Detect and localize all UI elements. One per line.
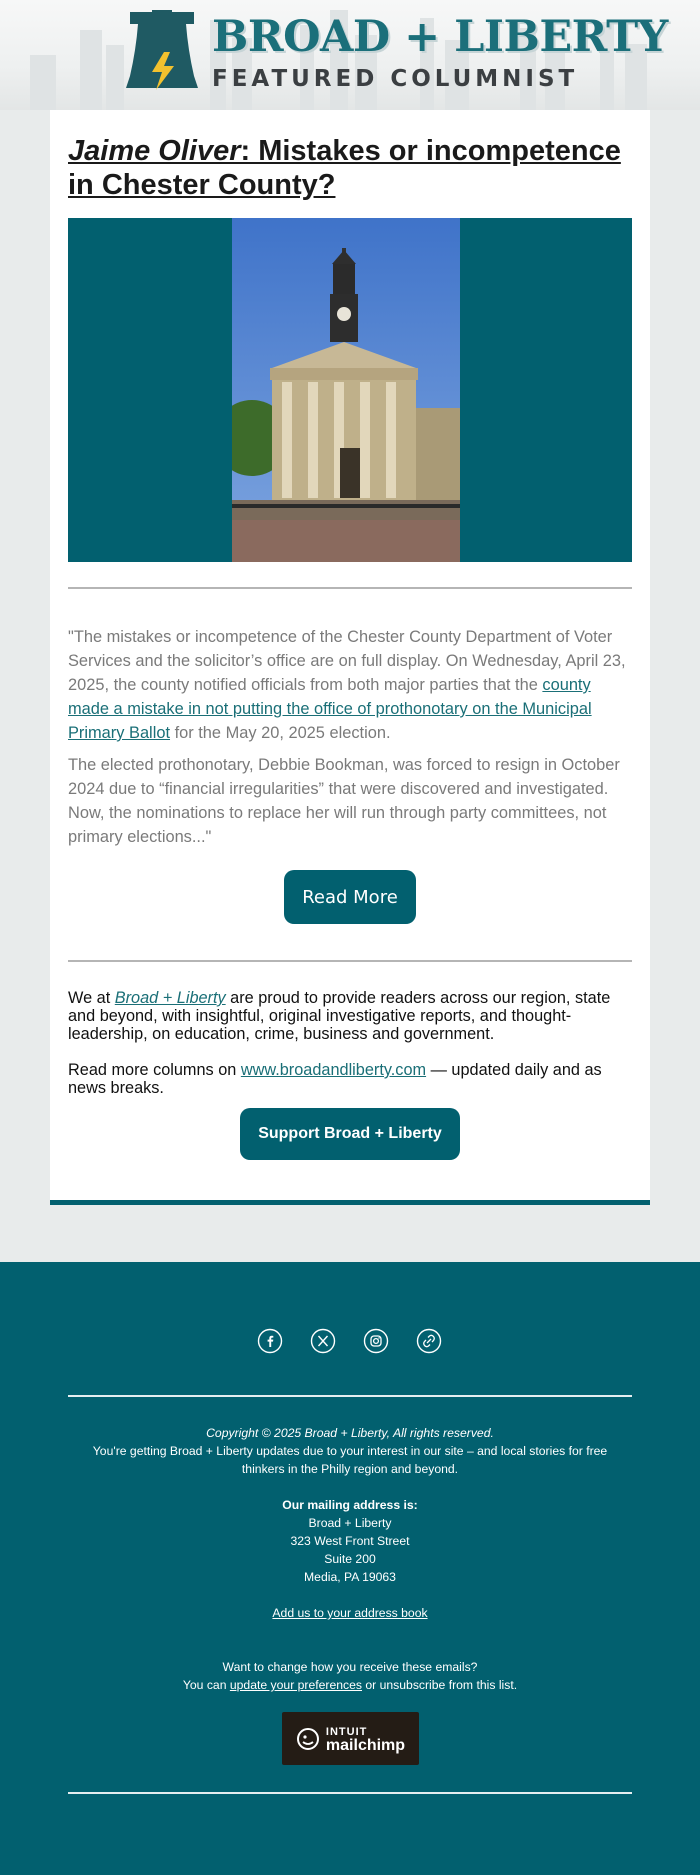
content-card bbox=[50, 110, 650, 1205]
add-address-book-link[interactable]: Add us to your address book bbox=[272, 1606, 428, 1620]
mailchimp-wordmark bbox=[326, 1725, 405, 1753]
article-title-text[interactable]: : Mistakes or incompetence in Chester County? bbox=[68, 135, 621, 201]
mailchimp-badge[interactable] bbox=[282, 1712, 419, 1765]
copyright-text: Copyright © 2025 Broad + Liberty, All rights reserved. bbox=[206, 1426, 494, 1440]
email-header bbox=[0, 0, 700, 110]
address-name: Broad + Liberty bbox=[308, 1516, 392, 1530]
article-author[interactable]: Jaime Oliver bbox=[68, 135, 241, 167]
email-footer bbox=[0, 1262, 700, 1875]
article-title[interactable] bbox=[68, 134, 632, 202]
footer-divider bbox=[68, 1395, 632, 1397]
read-more-button[interactable]: Read More bbox=[284, 870, 416, 924]
read-more-columns-paragraph bbox=[68, 1061, 632, 1097]
section-divider bbox=[68, 587, 632, 589]
change-preferences-question: Want to change how you receive these emails? bbox=[222, 1660, 478, 1674]
preferences-row bbox=[60, 1676, 640, 1694]
address-city: Media, PA 19063 bbox=[304, 1570, 396, 1584]
columns-text-start: Read more columns on bbox=[68, 1061, 241, 1079]
article-hero-image[interactable] bbox=[68, 218, 632, 562]
facebook-icon[interactable] bbox=[257, 1328, 283, 1354]
address-suite: Suite 200 bbox=[324, 1552, 376, 1566]
mailchimp-bottom-text: mailchimp bbox=[325, 1736, 406, 1754]
instagram-icon[interactable] bbox=[363, 1328, 389, 1354]
x-icon[interactable] bbox=[310, 1328, 336, 1354]
promo-paragraph bbox=[68, 989, 632, 1043]
promo-text-start: We at bbox=[68, 989, 115, 1007]
article-excerpt-1 bbox=[68, 625, 632, 745]
county-mistake-link[interactable]: county made a mistake in not putting the office of prothonotary on the Municipal Primary Ballot bbox=[68, 676, 592, 742]
excerpt-1-start: "The mistakes or incompetence of the Chester County Department of Voter Services and the solicitor’s office are on full display. On Wednesday, April 23, 2025, the county notified officials from both major parties that the bbox=[68, 628, 626, 694]
add-address-book-row bbox=[60, 1604, 640, 1622]
columns-text-end: — updated daily and as news breaks. bbox=[68, 1061, 602, 1097]
section-divider bbox=[68, 960, 632, 962]
promo-text-end: are proud to provide readers across our region, state and beyond, with insightful, original investigative reports, and thought-leadership, on education, crime, business and government. bbox=[68, 989, 611, 1043]
footer-bottom-divider bbox=[68, 1792, 632, 1794]
brand-title: BROAD + LIBERTY bbox=[212, 12, 668, 62]
courthouse-photo[interactable] bbox=[232, 218, 460, 562]
liberty-bell-icon bbox=[124, 10, 200, 96]
you-can-text: You can bbox=[182, 1678, 230, 1692]
brand-subtitle: FEATURED COLUMNIST bbox=[212, 66, 579, 92]
broad-liberty-link[interactable]: Broad + Liberty bbox=[114, 989, 226, 1007]
mailing-address-label: Our mailing address is: bbox=[282, 1498, 418, 1512]
link-icon[interactable] bbox=[416, 1328, 442, 1354]
mailchimp-icon bbox=[296, 1727, 320, 1751]
mailchimp-top-text: INTUIT bbox=[325, 1725, 368, 1738]
subscription-reason: You're getting Broad + Liberty updates due to your interest in our site – and local stories for free thinkers in the Philly region and beyond. bbox=[92, 1444, 608, 1476]
article-excerpt-2: The elected prothonotary, Debbie Bookman, was forced to resign in October 2024 due to “financial irregularities” that were discovered and investigated. Now, the nominations to replace her will run through party committees, not primary elections..." bbox=[68, 756, 620, 846]
unsubscribe-text: or unsubscribe from this list. bbox=[362, 1678, 518, 1692]
address-street: 323 West Front Street bbox=[290, 1534, 410, 1548]
support-button[interactable]: Support Broad + Liberty bbox=[240, 1108, 460, 1160]
excerpt-1-end: for the May 20, 2025 election. bbox=[170, 724, 391, 742]
update-preferences-link[interactable]: update your preferences bbox=[229, 1678, 362, 1692]
website-link[interactable]: www.broadandliberty.com bbox=[240, 1061, 427, 1079]
